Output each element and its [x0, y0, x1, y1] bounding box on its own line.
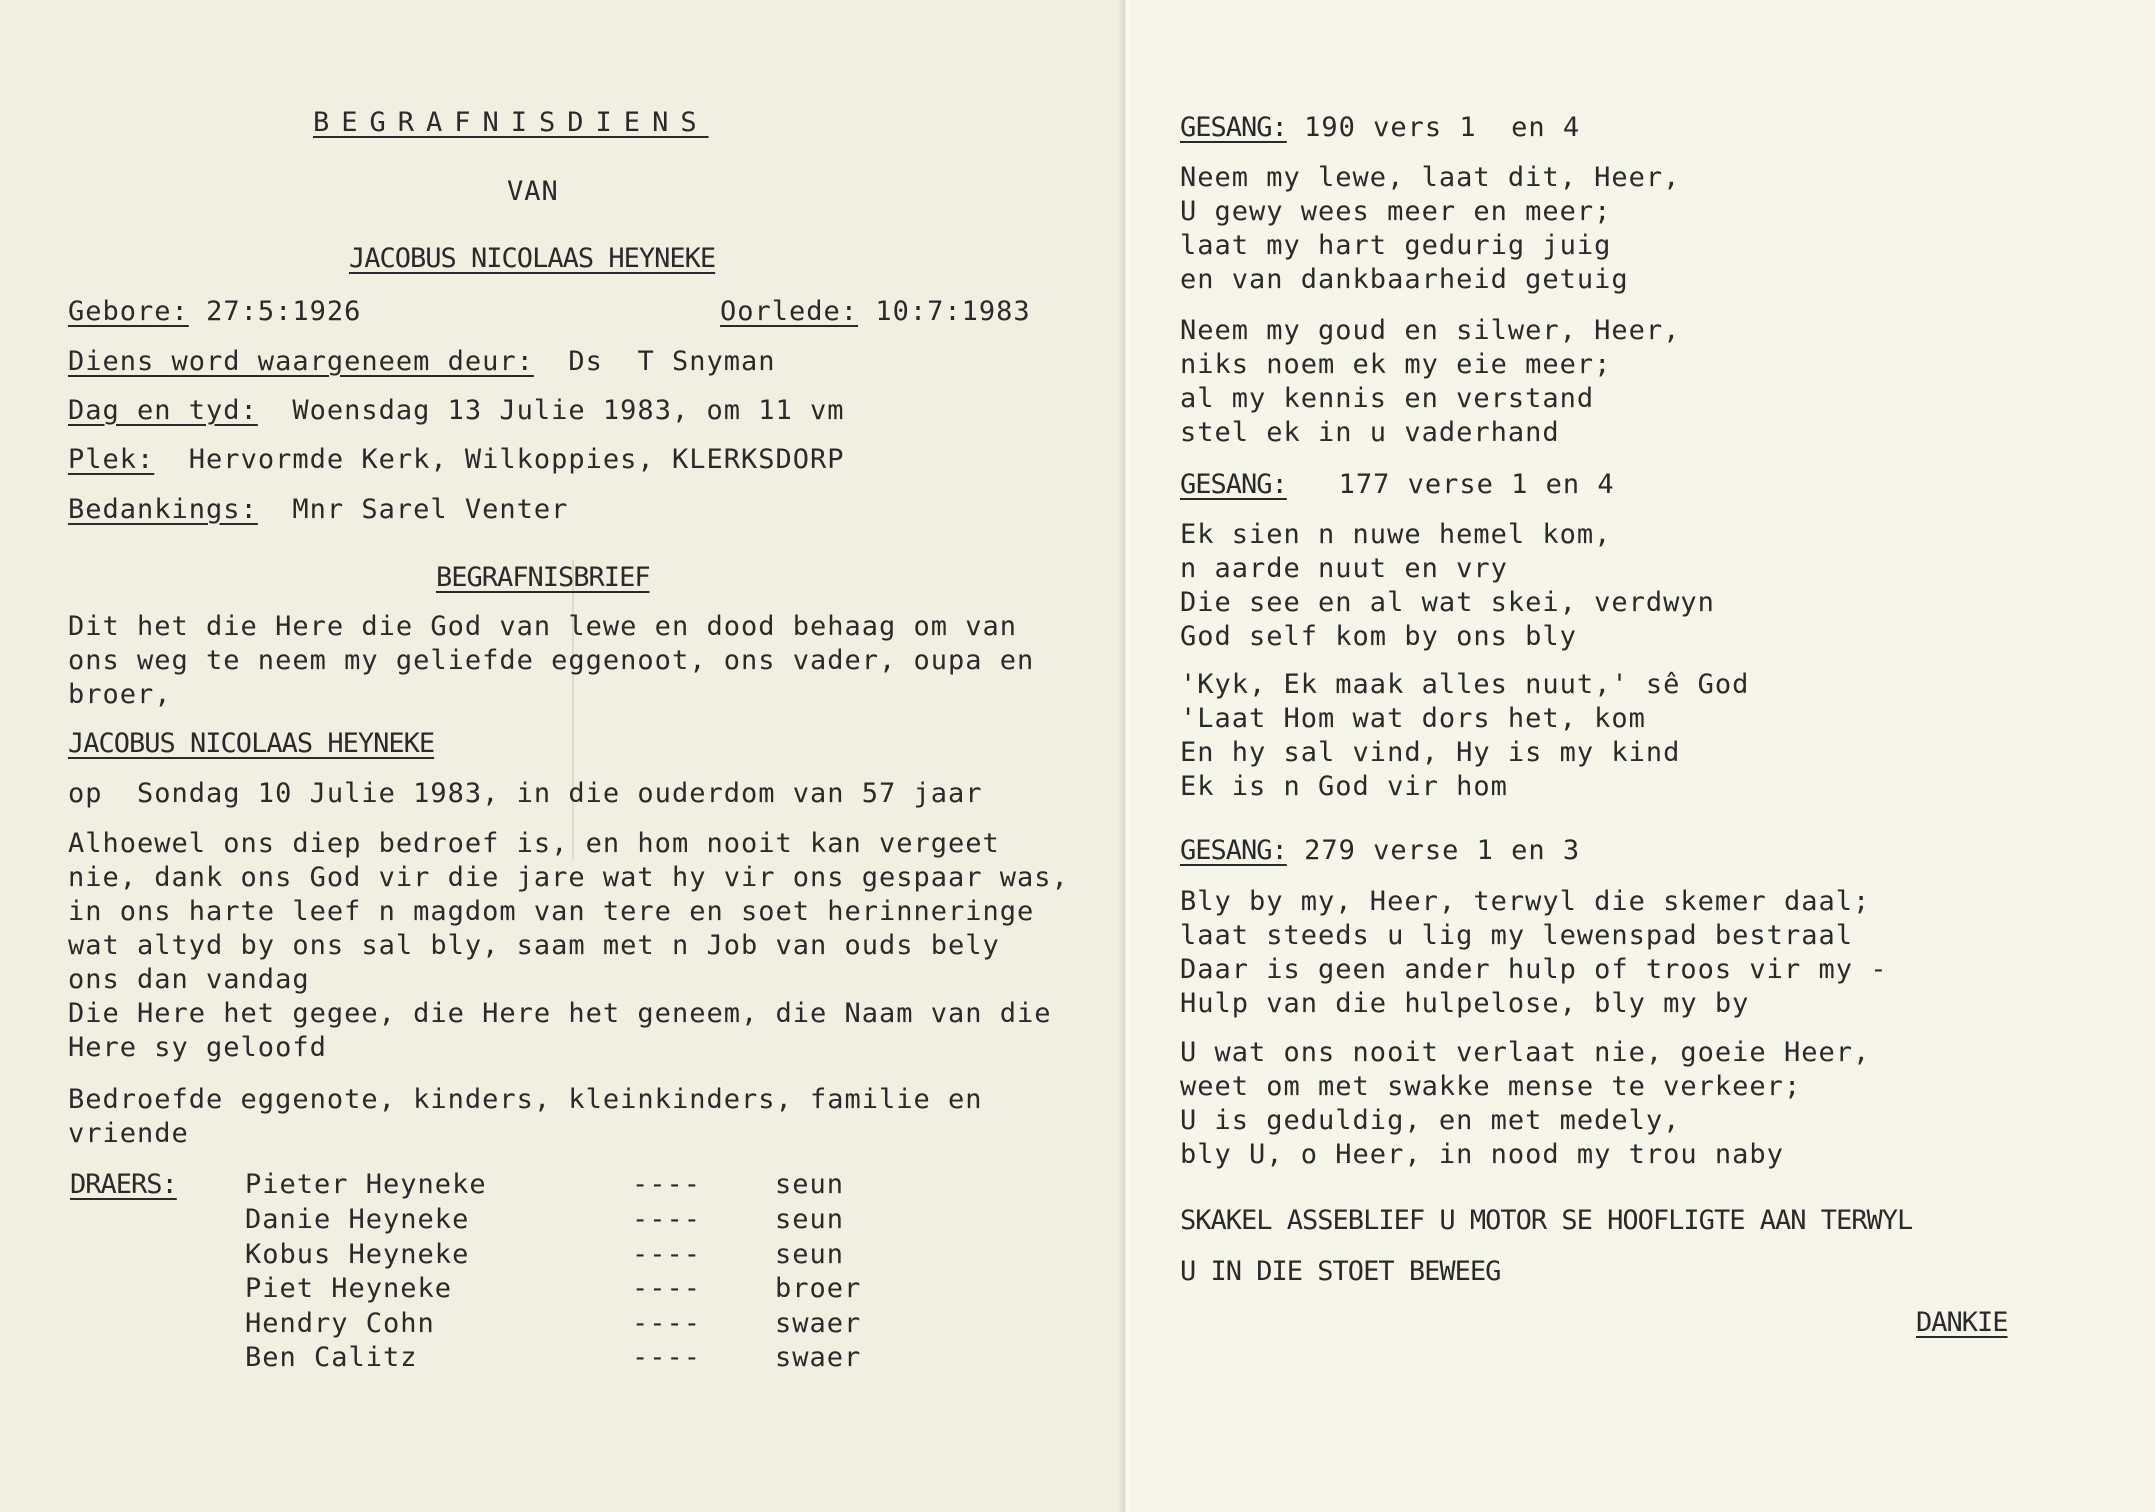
- page-fold: [1118, 0, 1132, 1512]
- bearer-dash: ----: [632, 1204, 702, 1235]
- bearer-relation: swaer: [775, 1308, 862, 1339]
- deceased-name: JACOBUS NICOLAAS HEYNEKE: [349, 243, 716, 274]
- hymn-line: God self kom by ons bly: [1180, 621, 1577, 652]
- hymn-line: Ek sien n nuwe hemel kom,: [1180, 519, 1612, 550]
- place-value: Hervormde Kerk, Wilkoppies, KLERKSDORP: [188, 444, 845, 475]
- hymn2-label: GESANG:: [1180, 469, 1287, 500]
- van-label: VAN: [507, 176, 559, 207]
- bearer-name: Danie Heyneke: [245, 1204, 470, 1235]
- hymn-line: 'Kyk, Ek maak alles nuut,' sê God: [1180, 669, 1750, 700]
- born-label: Gebore:: [68, 296, 189, 327]
- hymn-line: niks noem ek my eie meer;: [1180, 349, 1612, 380]
- hymn-line: Daar is geen ander hulp of troos vir my -: [1180, 954, 1888, 985]
- hymn2-ref: 177 verse 1 en 4: [1338, 469, 1615, 500]
- hymn3-label: GESANG:: [1180, 835, 1287, 866]
- datetime-value: Woensdag 13 Julie 1983, om 11 vm: [292, 395, 845, 426]
- letter-p3-line: Alhoewel ons diep bedroef is, en hom nooit kan vergeet: [68, 828, 1000, 859]
- died-value: 10:7:1983: [875, 296, 1031, 327]
- bearer-name: Ben Calitz: [245, 1342, 418, 1373]
- died-label: Oorlede:: [720, 296, 859, 327]
- hymn-line: bly U, o Heer, in nood my trou naby: [1180, 1139, 1784, 1170]
- letter-p1-line: ons weg te neem my geliefde eggenoot, ons vader, oupa en: [68, 645, 1035, 676]
- born-row: [68, 295, 361, 329]
- closing-thanks: DANKIE: [1916, 1307, 2008, 1338]
- hymn3-ref: 279 verse 1 en 3: [1304, 835, 1581, 866]
- bearer-dash: ----: [632, 1273, 702, 1304]
- hymn-line: 'Laat Hom wat dors het, kom: [1180, 703, 1646, 734]
- hymn-line: laat my hart gedurig juig: [1180, 230, 1612, 261]
- bearer-dash: ----: [632, 1239, 702, 1270]
- hymn1-header: [1180, 111, 1580, 145]
- thanks-value: Mnr Sarel Venter: [292, 494, 569, 525]
- bearer-dash: ----: [632, 1308, 702, 1339]
- letter-name: JACOBUS NICOLAAS HEYNEKE: [68, 728, 435, 759]
- letter-p1-line: Dit het die Here die God van lewe en dood behaag om van: [68, 611, 1018, 642]
- hymn-line: Die see en al wat skei, verdwyn: [1180, 587, 1715, 618]
- letter-heading: BEGRAFNISBRIEF: [436, 562, 650, 593]
- bearer-name: Pieter Heyneke: [245, 1169, 487, 1200]
- hymn-line: Neem my lewe, laat dit, Heer,: [1180, 162, 1681, 193]
- bearers-label: DRAERS:: [70, 1169, 177, 1200]
- letter-p3-line: nie, dank ons God vir die jare wat hy vir ons gespaar was,: [68, 862, 1069, 893]
- bearer-relation: broer: [775, 1273, 862, 1304]
- bearer-name: Piet Heyneke: [245, 1273, 453, 1304]
- letter-p3-line: Here sy geloofd: [68, 1032, 327, 1063]
- letter-p3-line: ons dan vandag: [68, 964, 310, 995]
- hymn-line: Hulp van die hulpelose, bly my by: [1180, 988, 1750, 1019]
- bearer-relation: seun: [775, 1169, 845, 1200]
- hymn-line: al my kennis en verstand: [1180, 383, 1595, 414]
- place-row: [68, 443, 845, 477]
- service-title: BEGRAFNISDIENS: [313, 107, 709, 138]
- hymn-line: weet om met swakke mense te verkeer;: [1180, 1071, 1802, 1102]
- thanks-row: [68, 493, 568, 527]
- officiant-value: Ds T Snyman: [568, 346, 776, 377]
- officiant-row: [68, 345, 776, 379]
- hymn-line: n aarde nuut en vry: [1180, 553, 1508, 584]
- hymn-line: En hy sal vind, Hy is my kind: [1180, 737, 1681, 768]
- letter-p1-line: broer,: [68, 679, 172, 710]
- bearer-relation: seun: [775, 1204, 845, 1235]
- bearer-relation: swaer: [775, 1342, 862, 1373]
- headlights-notice: SKAKEL ASSEBLIEF U MOTOR SE HOOFLIGTE AAN TERWYL: [1180, 1205, 1913, 1236]
- hymn-line: laat steeds u lig my lewenspad bestraal: [1180, 920, 1853, 951]
- bearer-relation: seun: [775, 1239, 845, 1270]
- paper-crease: [572, 560, 574, 860]
- officiant-label: Diens word waargeneem deur:: [68, 346, 534, 377]
- hymn-line: U is geduldig, en met medely,: [1180, 1105, 1681, 1136]
- bearer-name: Kobus Heyneke: [245, 1239, 470, 1270]
- letter-p2: op Sondag 10 Julie 1983, in die ouderdom van 57 jaar: [68, 778, 983, 809]
- hymn2-header: [1180, 468, 1615, 502]
- hymn-line: U wat ons nooit verlaat nie, goeie Heer,: [1180, 1037, 1871, 1068]
- hymn-line: Neem my goud en silwer, Heer,: [1180, 315, 1681, 346]
- headlights-notice: U IN DIE STOET BEWEEG: [1180, 1256, 1501, 1287]
- bearer-name: Hendry Cohn: [245, 1308, 435, 1339]
- letter-p4-line: vriende: [68, 1118, 189, 1149]
- hymn-line: en van dankbaarheid getuig: [1180, 264, 1629, 295]
- letter-p3-line: in ons harte leef n magdom van tere en soet herinneringe: [68, 896, 1035, 927]
- hymn3-header: [1180, 834, 1580, 868]
- bearer-dash: ----: [632, 1342, 702, 1373]
- datetime-row: [68, 394, 845, 428]
- born-value: 27:5:1926: [206, 296, 362, 327]
- hymn-line: stel ek in u vaderhand: [1180, 417, 1560, 448]
- hymn1-ref: 190 vers 1 en 4: [1304, 112, 1581, 143]
- hymn-line: Bly by my, Heer, terwyl die skemer daal;: [1180, 886, 1871, 917]
- letter-p3-line: wat altyd by ons sal bly, saam met n Job van ouds bely: [68, 930, 1000, 961]
- right-page: [1125, 0, 2155, 1512]
- thanks-label: Bedankings:: [68, 494, 258, 525]
- bearer-dash: ----: [632, 1169, 702, 1200]
- died-row: [720, 295, 1031, 329]
- datetime-label: Dag en tyd:: [68, 395, 258, 426]
- hymn-line: Ek is n God vir hom: [1180, 771, 1508, 802]
- letter-p3-line: Die Here het gegee, die Here het geneem, die Naam van die: [68, 998, 1052, 1029]
- hymn1-label: GESANG:: [1180, 112, 1287, 143]
- letter-p4-line: Bedroefde eggenote, kinders, kleinkinders, familie en: [68, 1084, 983, 1115]
- hymn-line: U gewy wees meer en meer;: [1180, 196, 1612, 227]
- place-label: Plek:: [68, 444, 155, 475]
